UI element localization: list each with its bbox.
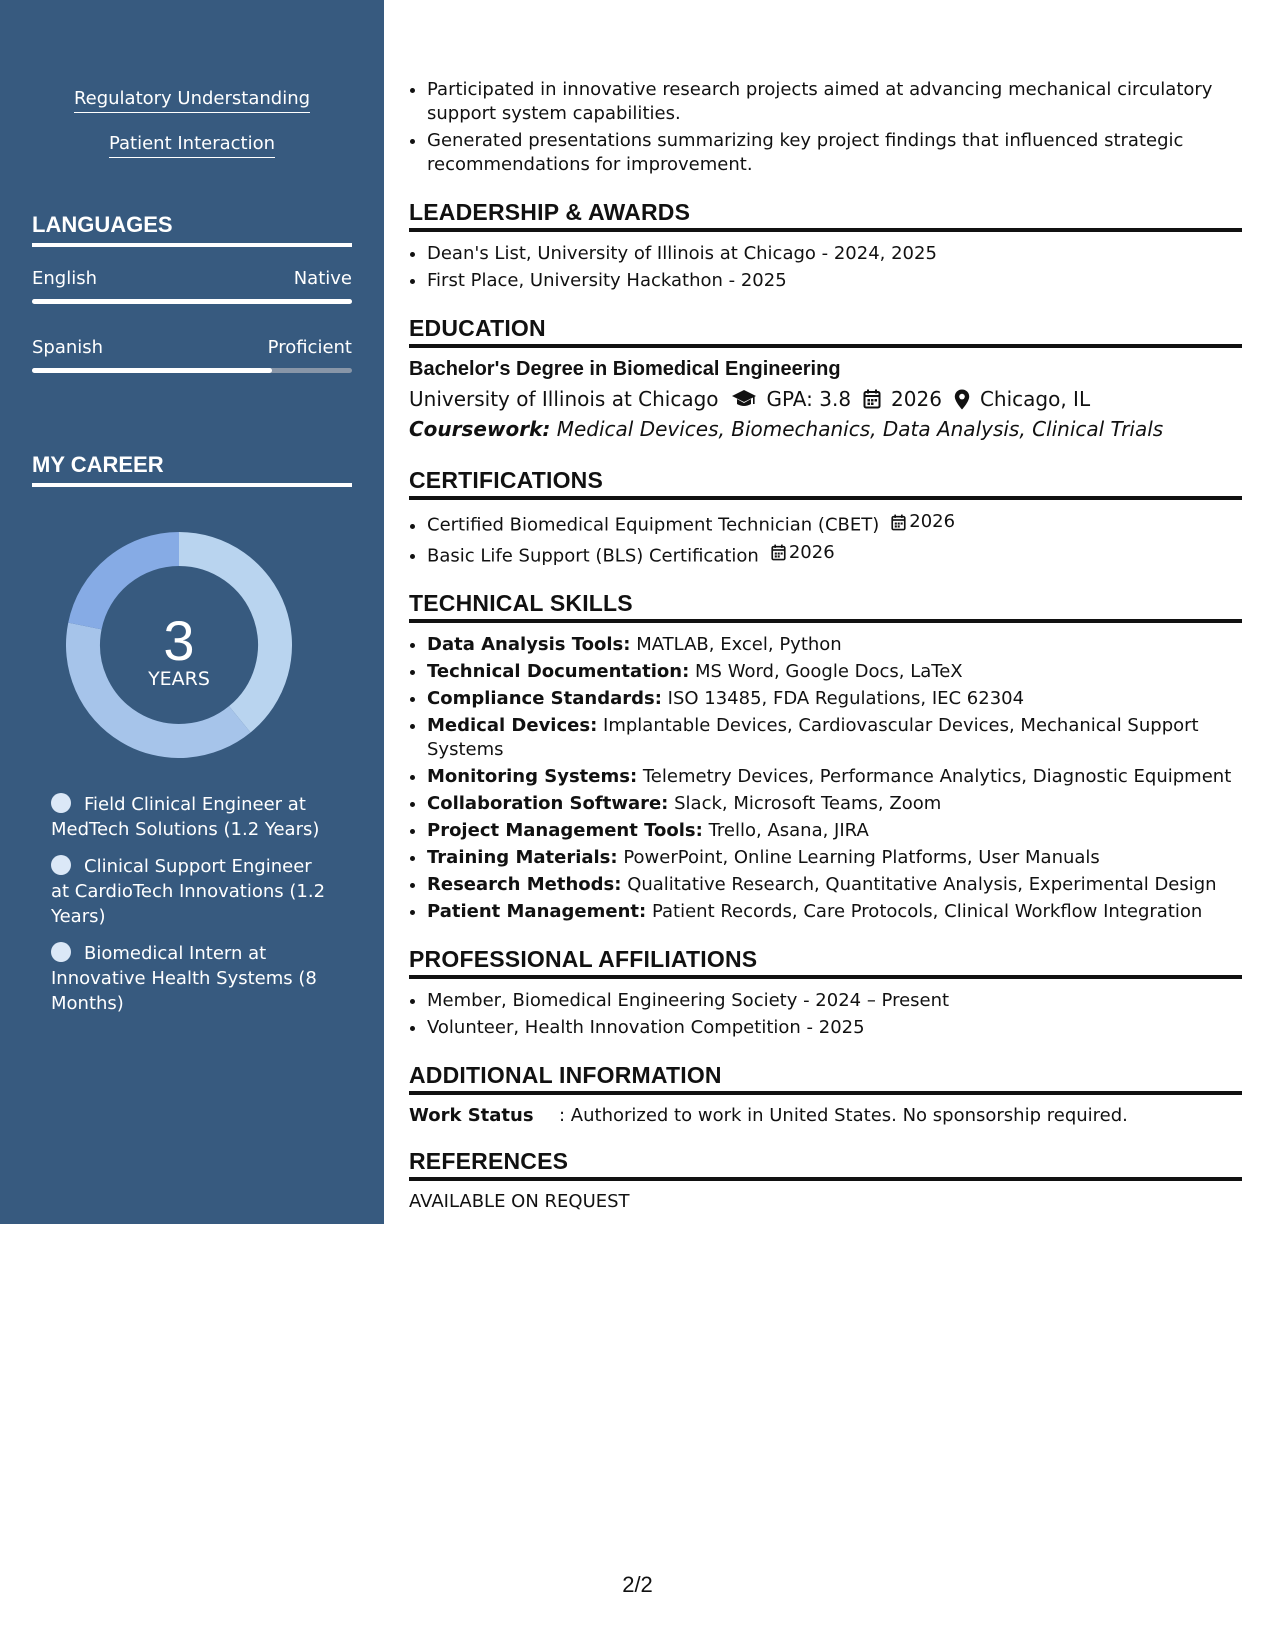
certifications-heading: CERTIFICATIONS — [409, 467, 1242, 500]
list-item: • Patient Management: Patient Records, Care Protocols, Clinical Workflow Integration — [427, 900, 1242, 924]
list-item: • Generated presentations summarizing key project findings that influenced strategic recommendations for improvement. — [427, 129, 1242, 177]
career-total-unit: YEARS — [148, 668, 210, 690]
main-content — [409, 78, 1242, 1212]
language-level: Native — [293, 268, 352, 289]
language-level: Proficient — [267, 337, 352, 358]
list-item: • Monitoring Systems: Telemetry Devices, Performance Analytics, Diagnostic Equipment — [427, 765, 1242, 789]
school-name: University of Illinois at Chicago — [409, 387, 719, 411]
calendar-icon — [891, 514, 906, 531]
graduation-cap-icon — [731, 389, 757, 409]
coursework-label: Coursework: — [409, 417, 551, 441]
certification-name: Basic Life Support (BLS) Certification — [427, 545, 759, 566]
calendar-icon — [863, 389, 881, 409]
references-text: AVAILABLE ON REQUEST — [409, 1191, 630, 1212]
references-heading: REFERENCES — [409, 1148, 1242, 1181]
experience-bullets — [409, 78, 1242, 177]
affiliations-list — [409, 989, 1242, 1040]
list-item: • Dean's List, University of Illinois at Chicago - 2024, 2025 — [427, 242, 1242, 266]
education-heading: EDUCATION — [409, 315, 1242, 348]
language-name: English — [32, 268, 97, 289]
list-item: • Technical Documentation: MS Word, Google Docs, LaTeX — [427, 660, 1242, 684]
career-item: Clinical Support Engineer at CardioTech Innovations (1.2 Years) — [51, 856, 326, 927]
certification-name: Certified Biomedical Equipment Technician (CBET) — [427, 514, 880, 536]
language-bar-fill — [32, 368, 272, 373]
education-details — [409, 387, 1242, 411]
list-item: • Data Analysis Tools: MATLAB, Excel, Python — [427, 633, 1242, 657]
technical-skills-list — [409, 633, 1242, 924]
list-item — [427, 510, 1242, 538]
career-total-years: 3 — [163, 609, 195, 672]
coursework — [409, 417, 1242, 441]
location-pin-icon — [954, 389, 970, 410]
list-item — [427, 541, 1242, 569]
list-item: • Medical Devices: Implantable Devices, Cardiovascular Devices, Mechanical Support Systems — [427, 714, 1242, 762]
list-item: • Project Management Tools: Trello, Asana, JIRA — [427, 819, 1242, 843]
list-item: • Member, Biomedical Engineering Society - 2024 – Present — [427, 989, 1242, 1013]
skill-regulatory-understanding[interactable]: Regulatory Understanding — [0, 88, 384, 109]
degree-title: Bachelor's Degree in Biomedical Engineering — [409, 358, 841, 380]
coursework-list: Medical Devices, Biomechanics, Data Analysis, Clinical Trials — [556, 417, 1164, 441]
page-number: 2/2 — [622, 1572, 653, 1597]
certifications-list — [409, 510, 1242, 568]
certification-date: 2026 — [909, 511, 956, 532]
certification-date: 2026 — [788, 541, 835, 563]
skill-patient-interaction[interactable]: Patient Interaction — [0, 133, 384, 154]
career-heading: MY CAREER — [32, 452, 352, 487]
list-item: • Collaboration Software: Slack, Microsoft Teams, Zoom — [427, 792, 1242, 816]
calendar-icon — [771, 544, 786, 561]
language-bar-spanish — [32, 368, 352, 373]
language-bar-fill — [32, 299, 352, 304]
leadership-heading: LEADERSHIP & AWARDS — [409, 199, 1242, 232]
career-item: Biomedical Intern at Innovative Health Systems (8 Months) — [51, 943, 317, 1014]
language-row-english — [32, 268, 352, 289]
graduation-year: 2026 — [891, 387, 942, 411]
language-name: Spanish — [32, 337, 104, 358]
list-item: • Research Methods: Qualitative Research, Quantitative Analysis, Experimental Design — [427, 873, 1242, 897]
list-item: • Compliance Standards: ISO 13485, FDA Regulations, IEC 62304 — [427, 687, 1242, 711]
technical-skills-heading: TECHNICAL SKILLS — [409, 590, 1242, 623]
work-status-value: : Authorized to work in United States. No sponsorship required. — [559, 1105, 1128, 1126]
list-item: • Training Materials: PowerPoint, Online Learning Platforms, User Manuals — [427, 846, 1242, 870]
sidebar — [0, 0, 384, 1224]
leadership-list — [409, 242, 1242, 293]
bullet-dot-icon — [51, 942, 71, 962]
language-row-spanish — [32, 337, 352, 358]
bullet-dot-icon — [51, 793, 71, 813]
career-donut-chart — [66, 532, 292, 758]
gpa: GPA: 3.8 — [766, 387, 852, 411]
bullet-dot-icon — [51, 855, 71, 875]
list-item: • Volunteer, Health Innovation Competition - 2025 — [427, 1016, 1242, 1040]
languages-heading: LANGUAGES — [32, 212, 352, 247]
list-item: • First Place, University Hackathon - 2025 — [427, 269, 1242, 293]
affiliations-heading: PROFESSIONAL AFFILIATIONS — [409, 946, 1242, 979]
language-bar-english — [32, 299, 352, 304]
work-status-label: Work Status — [409, 1105, 534, 1126]
work-status-row — [409, 1105, 1242, 1126]
additional-info-heading: ADDITIONAL INFORMATION — [409, 1062, 1242, 1095]
education-location: Chicago, IL — [979, 387, 1091, 411]
career-list — [51, 792, 331, 1028]
list-item: • Participated in innovative research projects aimed at advancing mechanical circulatory support system capabilities. — [427, 78, 1242, 126]
career-item: Field Clinical Engineer at MedTech Solutions (1.2 Years) — [51, 794, 320, 840]
